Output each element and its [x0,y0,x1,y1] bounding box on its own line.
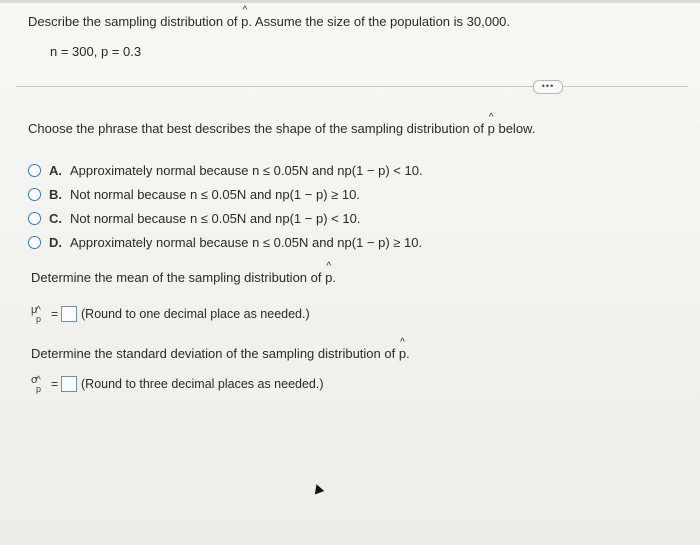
option-letter: B. [49,186,62,202]
question-text [28,14,510,29]
question-text-end: . Assume the size of the population is 30,000. [248,14,511,29]
equals-sign: = [51,377,59,391]
option-d[interactable] [28,230,423,254]
p-hat-symbol: ^ p [241,14,248,29]
p-hat-subscript: ^ p [36,314,41,324]
radio-a[interactable] [28,164,41,177]
top-rule [0,0,700,3]
option-text: Approximately normal because n ≤ 0.05N and np(1 − p) < 10. [70,162,423,178]
p-hat-subscript: ^ p [36,384,41,394]
option-letter: A. [49,162,62,178]
sd-answer-row [31,374,324,394]
mean-prompt-end: . [332,270,336,285]
shape-question-start: Choose the phrase that best describes the shape of the sampling distribution of [28,121,488,136]
mean-prompt-start: Determine the mean of the sampling distribution of [31,270,326,285]
sigma-p-hat-label [31,374,49,394]
sd-hint: (Round to three decimal places as needed.) [81,377,324,391]
given-values: n = 300, p = 0.3 [50,44,142,59]
sd-input[interactable] [61,376,77,392]
answer-options [28,158,423,254]
mean-input[interactable] [61,306,77,322]
mean-hint: (Round to one decimal place as needed.) [81,307,310,321]
radio-b[interactable] [28,188,41,201]
option-text: Not normal because n ≤ 0.05N and np(1 − p) < 10. [70,210,361,226]
p-hat-symbol: ^ p [399,346,406,361]
shape-question [28,121,535,136]
sd-prompt-start: Determine the standard deviation of the sampling distribution of [31,346,399,361]
option-letter: C. [49,210,62,226]
mu-symbol: μ [31,304,38,316]
option-b[interactable] [28,182,423,206]
option-text: Not normal because n ≤ 0.05N and np(1 − p) ≥ 10. [70,186,360,202]
mu-p-hat-label [31,304,49,324]
sigma-symbol: σ [31,374,38,386]
shape-question-end: below. [494,121,536,136]
sd-prompt-end: . [406,346,410,361]
more-button[interactable]: ••• [533,80,563,94]
p-hat-symbol: ^ p [488,121,495,136]
sd-prompt [31,346,410,361]
radio-d[interactable] [28,236,41,249]
option-letter: D. [49,234,62,250]
section-divider [16,86,688,87]
mean-prompt [31,270,336,285]
option-c[interactable] [28,206,423,230]
option-text: Approximately normal because n ≤ 0.05N and np(1 − p) ≥ 10. [70,234,423,250]
radio-c[interactable] [28,212,41,225]
option-a[interactable] [28,158,423,182]
equals-sign: = [51,307,59,321]
p-hat-symbol: ^ p [325,270,332,285]
mean-answer-row [31,304,310,324]
mouse-cursor-icon [312,483,324,495]
question-text-start: Describe the sampling distribution of [28,14,242,29]
